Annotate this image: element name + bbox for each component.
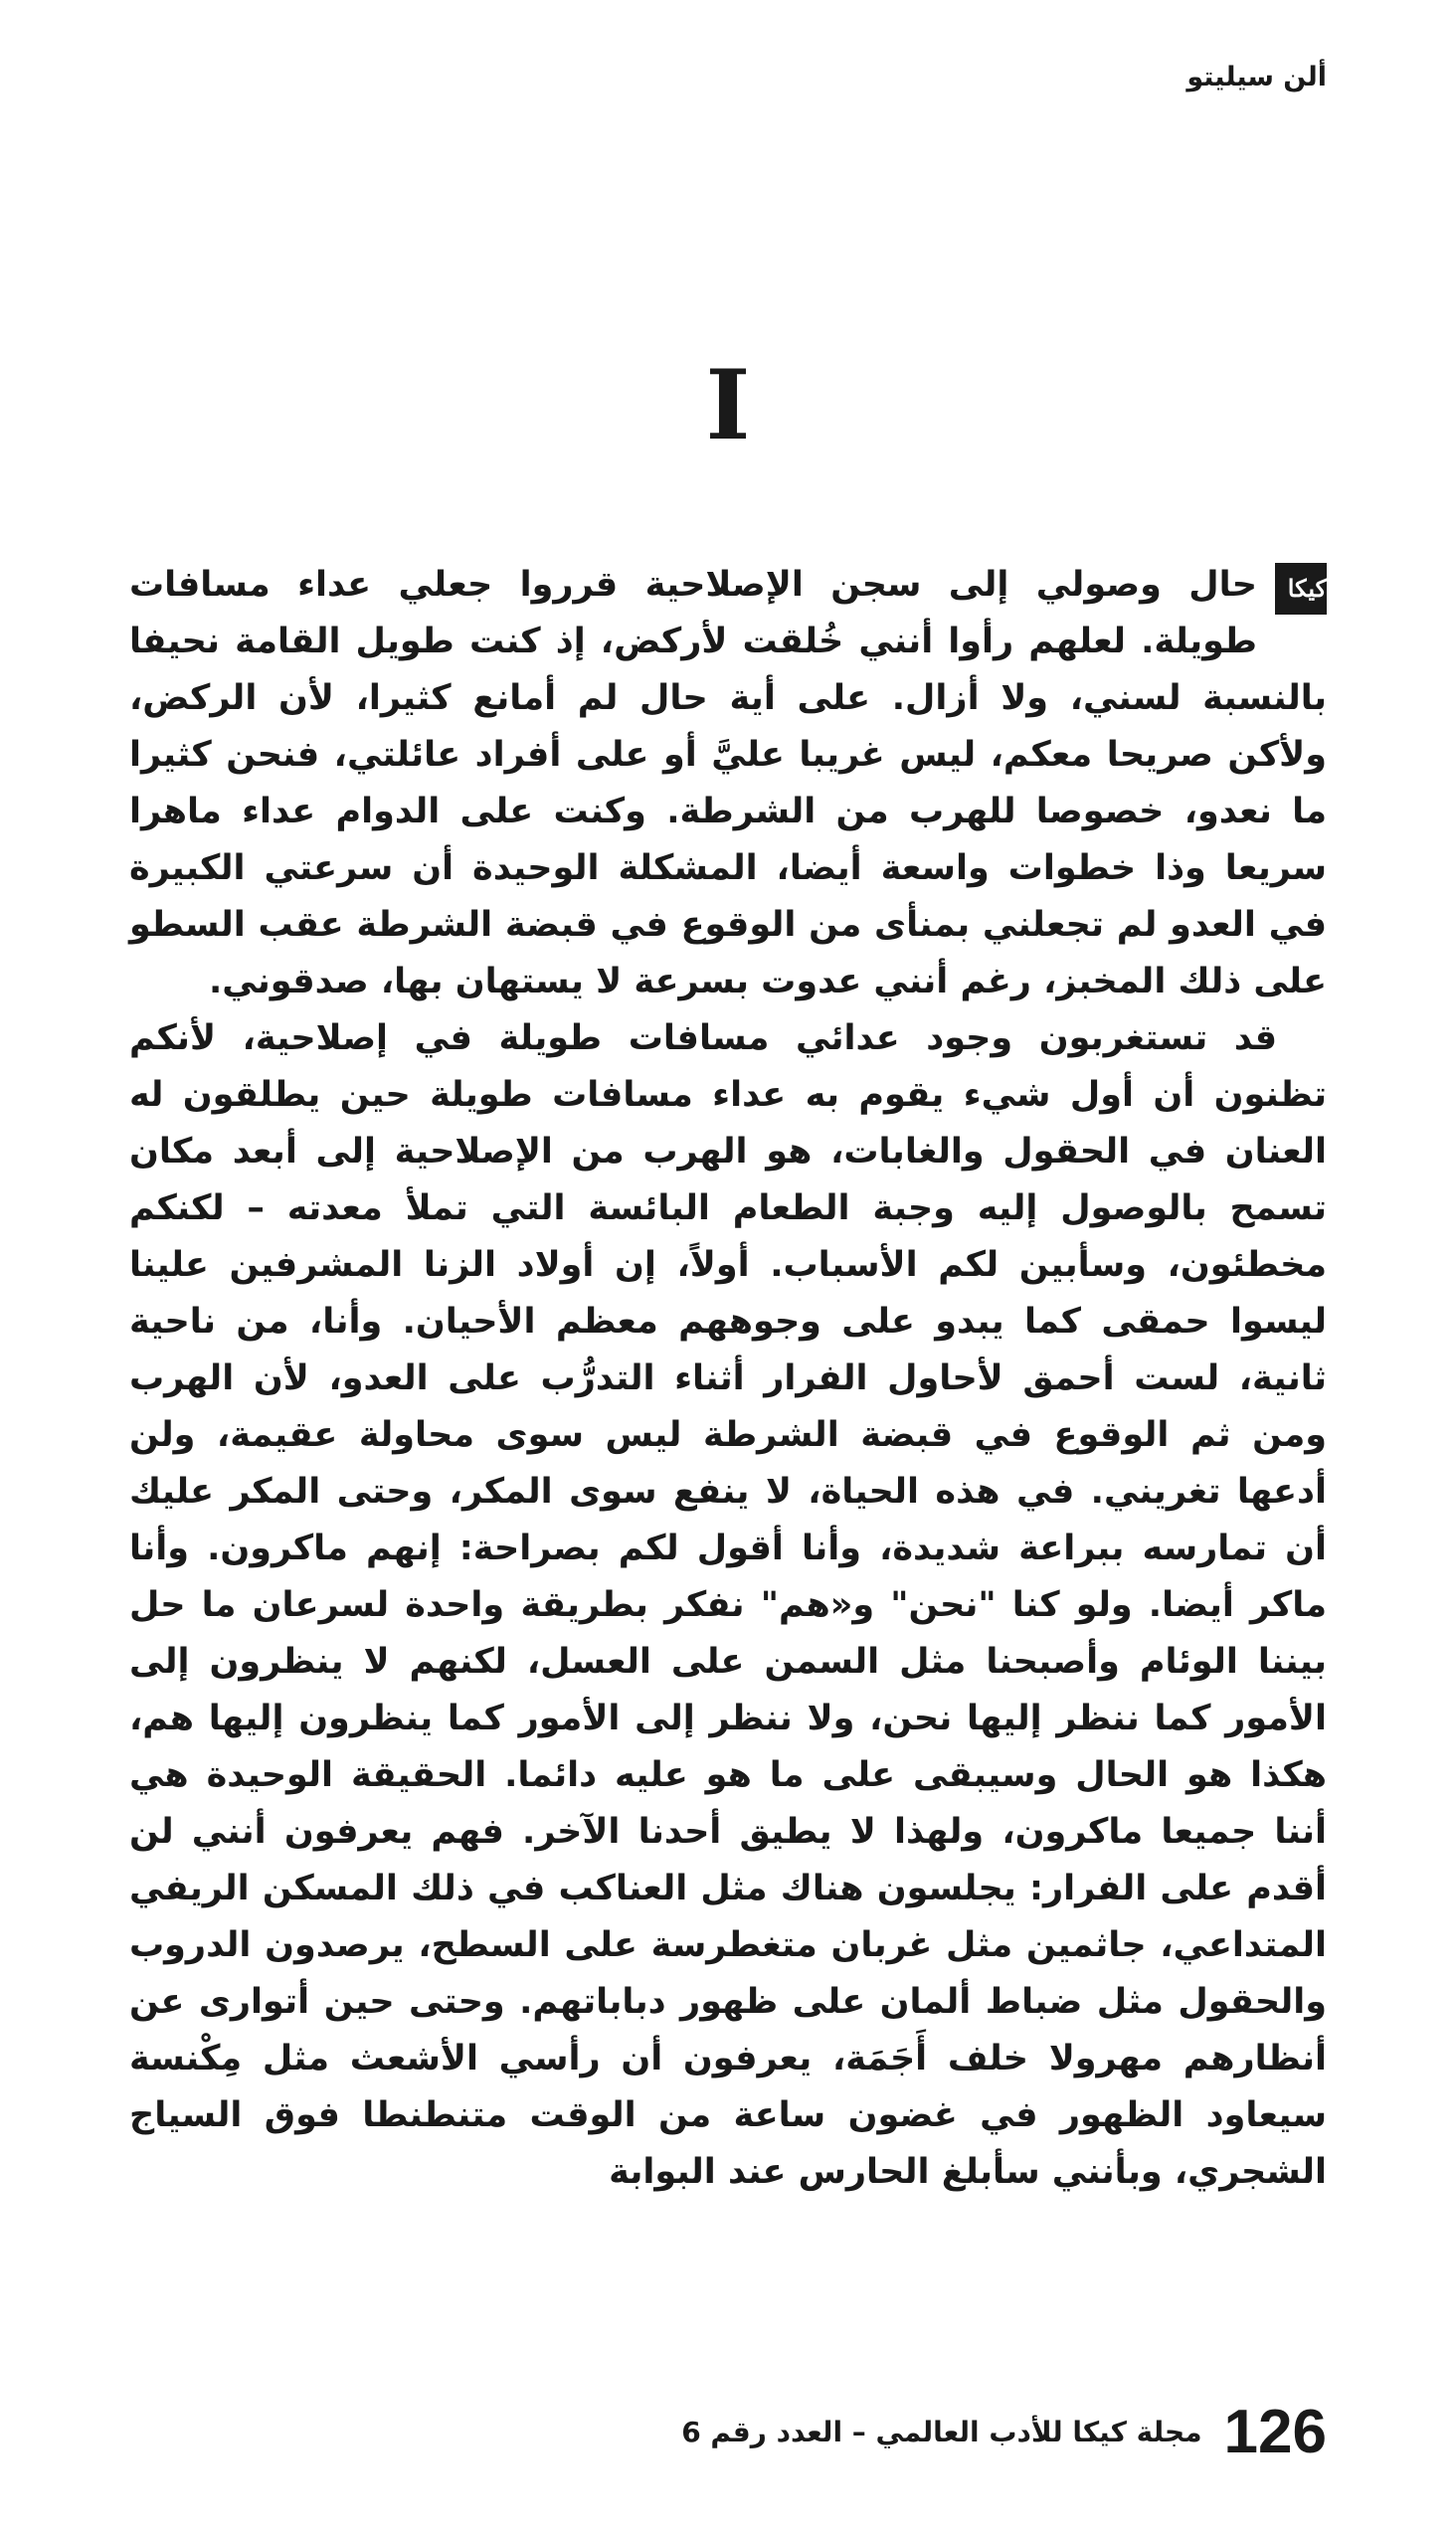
page-number: 126 [1223,2398,1327,2466]
journal-title: مجلة كيكا للأدب العالمي – العدد رقم 6 [681,2416,1202,2448]
paragraph-1-text: حال وصولي إلى سجن الإصلاحية قرروا جعلي عداء مسافات طويلة. لعلهم رأوا أنني خُلقت لأركض، إذ كنت طويل القامة نحيفا بالنسبة لسني، ولا أزال. على أية حال لم أمانع كثيرا، لأن الركض، ولأكن صريحا معكم، ليس غريبا عليَّ أو على أفراد عائلتي، فنحن كثيرا ما نعدو، خصوصا للهرب من الشرطة. وكنت على الدوام عداء ماهرا سريعا وذا خطوات واسعة أيضا، المشكلة الوحيدة أن سرعتي الكبيرة في العدو لم تجعلني بمنأى من الوقوع في قبضة الشرطة عقب السطو على ذلك المخبز، رغم أنني عدوت بسرعة لا يستهان بها، صدقوني. [129,565,1327,1001]
paragraph-1 [129,557,1327,1010]
kika-logo-icon: كيكا [1275,563,1327,615]
body-text [129,557,1327,2201]
running-head-author: ألن سيليتو [1186,62,1327,92]
chapter-numeral: I [705,349,751,461]
page-footer [681,2397,1327,2467]
paragraph-2: قد تستغربون وجود عدائي مسافات طويلة في إصلاحية، لأنكم تظنون أن أول شيء يقوم به عداء مسافات طويلة حين يطلقون له العنان في الحقول والغابات، هو الهرب من الإصلاحية إلى أبعد مكان تسمح بالوصول إليه وجبة الطعام البائسة التي تملأ معدته – لكنكم مخطئون، وسأبين لكم الأسباب. أولاً، إن أولاد الزنا المشرفين علينا ليسوا حمقى كما يبدو على وجوههم معظم الأحيان. وأنا، من ناحية ثانية، لست أحمق لأحاول الفرار أثناء التدرُّب على العدو، لأن الهرب ومن ثم الوقوع في قبضة الشرطة ليس سوى محاولة عقيمة، ولن أدعها تغريني. في هذه الحياة، لا ينفع سوى المكر، وحتى المكر عليك أن تمارسه ببراعة شديدة، وأنا أقول لكم بصراحة: إنهم ماكرون. وأنا ماكر أيضا. ولو كنا "نحن" و«هم" نفكر بطريقة واحدة لسرعان ما حل بيننا الوئام وأصبحنا مثل السمن على العسل، لكنهم لا ينظرون إلى الأمور كما ننظر إليها نحن، ولا ننظر إلى الأمور كما ينظرون إليها هم، هكذا هو الحال وسيبقى على ما هو عليه دائما. الحقيقة الوحيدة هي أننا جميعا ماكرون، ولهذا لا يطيق أحدنا الآخر. فهم يعرفون أنني لن أقدم على الفرار: يجلسون هناك مثل العناكب في ذلك المسكن الريفي المتداعي، جاثمين مثل غربان متغطرسة على السطح، يرصدون الدروب والحقول مثل ضباط ألمان على ظهور دباباتهم. وحتى حين أتوارى عن أنظارهم مهرولا خلف أَجَمَة، يعرفون أن رأسي الأشعث مثل مِكْنسة سيعاود الظهور في غضون ساعة من الوقت متنطنطا فوق السياج الشجري، وبأنني سأبلغ الحارس عند البوابة [129,1018,1327,2192]
